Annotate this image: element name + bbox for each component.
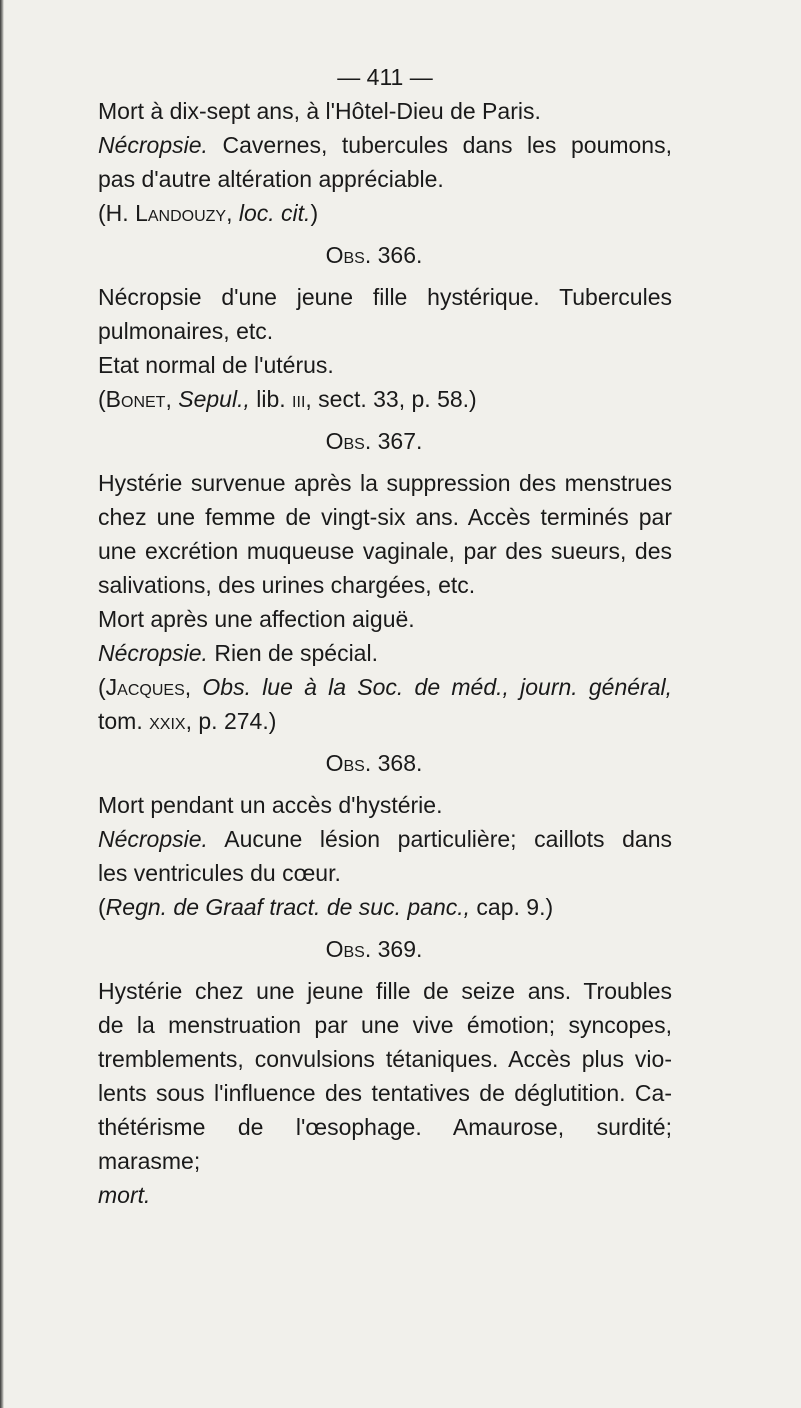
citation: (H. Landouzy, loc. cit.): [98, 200, 319, 226]
text-line: tremblements, convulsions tétaniques. Accès plus vio-: [98, 1046, 672, 1072]
citation: (Jacques, Obs. lue à la Soc. de méd., journ. général,: [98, 674, 673, 700]
text-line: Nécropsie. Rien de spécial.: [98, 640, 378, 666]
observation-heading: Obs. 369.: [325, 936, 423, 962]
observation-heading: Obs. 366.: [325, 242, 423, 268]
text-line: Mort après une affection aiguë.: [98, 606, 415, 632]
observation-365-tail: [98, 94, 672, 230]
text-line: Nécropsie. Cavernes, tubercules dans les poumons,: [98, 132, 672, 158]
text-line: Hystérie survenue après la suppression des menstrues: [98, 470, 672, 496]
text-line: une excrétion muqueuse vaginale, par des sueurs, des: [98, 538, 672, 564]
observation-366: [98, 238, 672, 416]
text-line: salivations, des urines chargées, etc.: [98, 572, 476, 598]
text-line: de la menstruation par une vive émotion; syncopes,: [98, 1012, 672, 1038]
text-line: chez une femme de vingt-six ans. Accès terminés par: [98, 504, 672, 530]
text-line: Nécropsie. Aucune lésion particulière; caillots dans: [98, 826, 672, 852]
text-line: Mort pendant un accès d'hystérie.: [98, 792, 443, 818]
text-line: Hystérie chez une jeune fille de seize ans. Troubles: [98, 978, 672, 1004]
observation-367: [98, 424, 672, 738]
page-text: [98, 60, 672, 1212]
text-line: Nécropsie d'une jeune fille hystérique. Tubercules: [98, 284, 672, 310]
text-line: mort.: [98, 1182, 151, 1208]
citation: tom. xxix, p. 274.): [98, 708, 277, 734]
text-line: Mort à dix-sept ans, à l'Hôtel-Dieu de Paris.: [98, 98, 541, 124]
text-line: pas d'autre altération appréciable.: [98, 166, 444, 192]
text-line: pulmonaires, etc.: [98, 318, 274, 344]
citation: (Regn. de Graaf tract. de suc. panc., cap. 9.): [98, 894, 554, 920]
observation-369: [98, 932, 672, 1212]
text-line: lents sous l'influence des tentatives de déglutition. Ca-: [98, 1080, 672, 1106]
text-line: les ventricules du cœur.: [98, 860, 341, 886]
observation-heading: Obs. 367.: [325, 428, 423, 454]
page-edge-shadow: [0, 0, 4, 1408]
text-line: thétérisme de l'œsophage. Amaurose, surdité; marasme;: [98, 1114, 672, 1174]
text-line: Etat normal de l'utérus.: [98, 352, 334, 378]
page-number: — 411 —: [337, 64, 433, 90]
observation-heading: Obs. 368.: [325, 750, 423, 776]
observation-368: [98, 746, 672, 924]
citation: (Bonet, Sepul., lib. iii, sect. 33, p. 58.): [98, 386, 477, 412]
